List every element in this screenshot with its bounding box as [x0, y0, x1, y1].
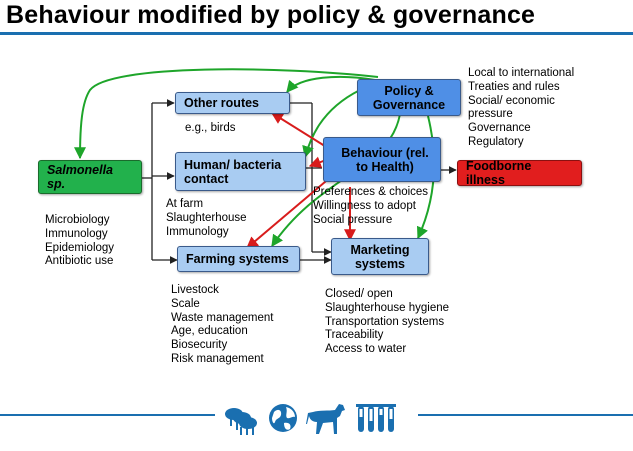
policy-scope-item: Local to international [468, 67, 575, 79]
farming-factor-item: Scale [171, 297, 200, 310]
farming-factor-item: Waste management [171, 311, 274, 324]
marketing-factors-list [325, 288, 449, 357]
behaviour-factor-item: Preferences & choices [313, 186, 429, 198]
other-routes-node: Other routes [175, 92, 290, 114]
contact-factor-item: At farm [166, 198, 204, 210]
contact-factor-item: Immunology [166, 225, 229, 238]
salmonella-factor-item: Epidemiology [45, 241, 115, 254]
salmonella-label: Salmonella sp. [47, 163, 113, 191]
farming-factor-item: Livestock [171, 284, 219, 296]
farming-factor-item: Biosecurity [171, 339, 228, 352]
behaviour-to-other-routes-arrow [272, 113, 328, 148]
farming-factors-list [171, 284, 273, 367]
contact-factor-item: Slaughterhouse [166, 211, 247, 224]
marketing-factor-item: Slaughterhouse hygiene [325, 301, 450, 314]
salmonella-factors-list [45, 214, 114, 269]
behaviour-factor-item: Social pressure [313, 213, 393, 226]
livestock-icon [220, 398, 260, 438]
behaviour-factors-list [313, 186, 428, 227]
salmonella-node [38, 160, 142, 194]
policy-governance-node: Policy & Governance [357, 79, 461, 116]
marketing-factor-item: Closed/ open [325, 288, 393, 300]
marketing-factor-item: Transportation systems [325, 315, 445, 328]
policy-scope-item: Regulatory [468, 135, 524, 148]
other-routes-example: e.g., birds [185, 122, 236, 134]
farming-factor-item: Age, education [171, 325, 248, 338]
contact-factors-list [166, 198, 247, 239]
horse-icon [305, 398, 349, 438]
salmonella-factor-item: Microbiology [45, 214, 110, 226]
marketing-factor-item: Traceability [325, 329, 384, 342]
behaviour-factor-item: Willingness to adopt [313, 199, 416, 212]
policy-scope-item: pressure [468, 108, 513, 121]
marketing-factor-item: Access to water [325, 343, 407, 356]
behaviour-node: Behaviour (rel. to Health) [323, 137, 441, 182]
farming-factor-item: Risk management [171, 352, 264, 365]
footer-rule-left [0, 414, 215, 416]
human-contact-node: Human/ bacteria contact [175, 152, 306, 191]
test-tubes-icon [354, 398, 398, 438]
salmonella-factor-item: Immunology [45, 227, 108, 240]
policy-scope-item: Treaties and rules [468, 80, 560, 93]
foodborne-illness-node: Foodborne illness [457, 160, 582, 186]
globe-icon [266, 398, 300, 438]
footer-rule-right [418, 414, 633, 416]
salmonella-factor-item: Antibiotic use [45, 255, 114, 268]
policy-scope-list [468, 67, 574, 150]
page-title: Behaviour modified by policy & governance [6, 1, 536, 29]
marketing-systems-node: Marketing systems [331, 238, 429, 275]
policy-scope-item: Governance [468, 122, 531, 135]
policy-scope-item: Social/ economic [468, 94, 555, 107]
farming-systems-node: Farming systems [177, 246, 300, 272]
